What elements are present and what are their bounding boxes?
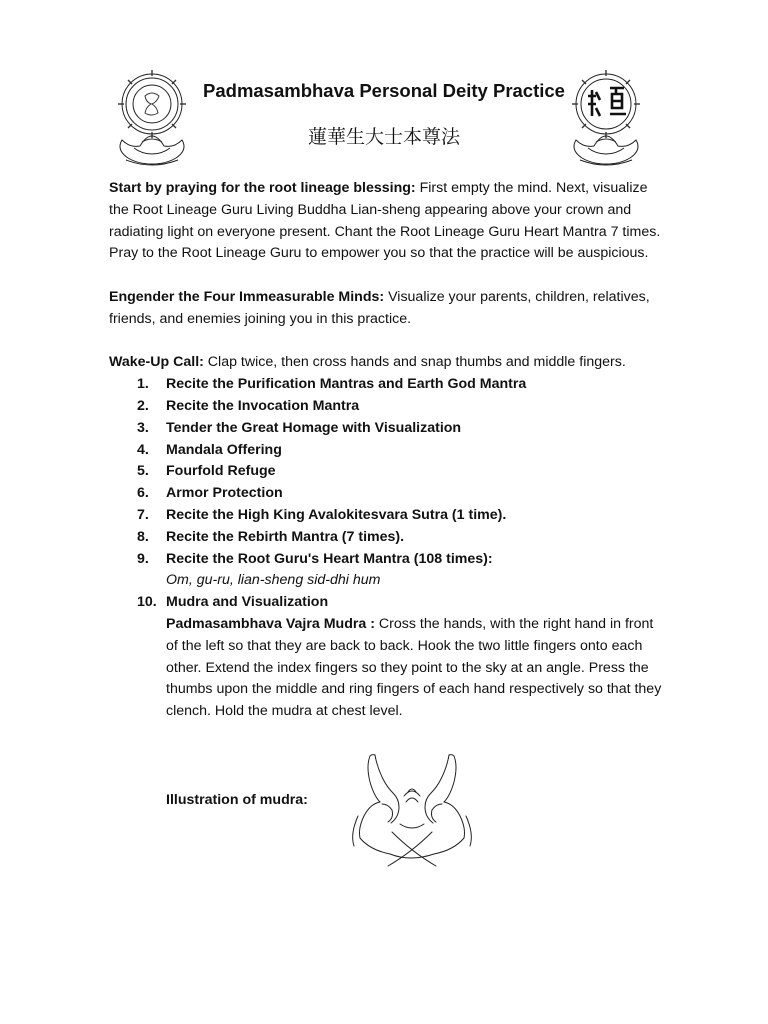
list-item xyxy=(109,549,664,593)
intro-text: First empty the mind. Next, visualize the Root Lineage Guru Living Buddha Lian-sheng appearing above your crown and radiating light on everyone present. Chant the Root Lineage Guru Heart Mantra 7 times. Pray to the Root Lineage Guru to empower you so that the practice will be auspicious. xyxy=(109,180,661,262)
step-number: 10. xyxy=(137,594,157,611)
step-label: Tender the Great Homage with Visualization xyxy=(166,419,462,436)
steps-list xyxy=(109,374,664,723)
step-number: 1. xyxy=(137,376,149,393)
list-item xyxy=(109,505,664,527)
list-item xyxy=(109,440,664,462)
intro-paragraph xyxy=(109,178,664,265)
minds-paragraph xyxy=(109,287,664,331)
step-label: Armor Protection xyxy=(166,485,283,502)
step-label: Recite the High King Avalokitesvara Sutra (1 time). xyxy=(166,506,507,523)
document-body xyxy=(109,178,664,723)
step-label: Recite the Purification Mantras and Earth God Mantra xyxy=(166,376,527,393)
step-label: Recite the Root Guru's Heart Mantra (108 times): xyxy=(166,550,493,567)
step-number: 8. xyxy=(137,528,149,545)
step-label: Fourfold Refuge xyxy=(166,463,276,480)
wakeup-text: Clap twice, then cross hands and snap thumbs and middle fingers. xyxy=(203,354,626,371)
step-label: Recite the Rebirth Mantra (7 times). xyxy=(166,528,405,545)
list-item xyxy=(109,592,664,723)
mudra-title: Padmasambhava Vajra Mudra : xyxy=(166,615,375,632)
step-number: 7. xyxy=(137,506,149,523)
illustration-label: Illustration of mudra: xyxy=(166,792,308,808)
mantra-text: Om, gu-ru, lian-sheng sid-dhi hum xyxy=(166,572,381,589)
list-item xyxy=(109,374,664,396)
page-title: Padmasambhava Personal Deity Practice xyxy=(203,80,565,101)
list-item xyxy=(109,418,664,440)
step-number: 3. xyxy=(137,419,149,436)
mudra-hands-icon xyxy=(348,752,476,872)
list-item xyxy=(109,461,664,483)
wakeup-paragraph xyxy=(109,352,664,374)
step-label: Recite the Invocation Mantra xyxy=(166,397,360,414)
mudra-description: Cross the hands, with the right hand in front of the left so that they are back to back. Hook the two little fingers onto each other. Extend the index fingers so they point to the sky at an angle. Press the thumbs upon the middle and ring fingers of each hand respectively so that they clench. Hold the mudra at chest level. xyxy=(166,615,662,720)
minds-lead: Engender the Four Immeasurable Minds: xyxy=(109,288,385,305)
intro-lead: Start by praying for the root lineage blessing: xyxy=(109,180,416,196)
minds-text: Visualize your parents, children, relatives, friends, and enemies joining you in this practice. xyxy=(109,288,650,327)
step-label: Mandala Offering xyxy=(166,441,282,458)
step-number: 5. xyxy=(137,463,149,480)
step-number: 4. xyxy=(137,441,149,458)
wakeup-lead: Wake-Up Call: xyxy=(109,354,204,371)
list-item xyxy=(109,527,664,549)
page-subtitle: 蓮華生大士本尊法 xyxy=(307,126,460,148)
step-label: Mudra and Visualization xyxy=(166,594,329,611)
step-number: 9. xyxy=(137,550,149,567)
list-item xyxy=(109,396,664,418)
list-item xyxy=(109,483,664,505)
step-number: 6. xyxy=(137,485,149,502)
step-number: 2. xyxy=(137,397,149,414)
